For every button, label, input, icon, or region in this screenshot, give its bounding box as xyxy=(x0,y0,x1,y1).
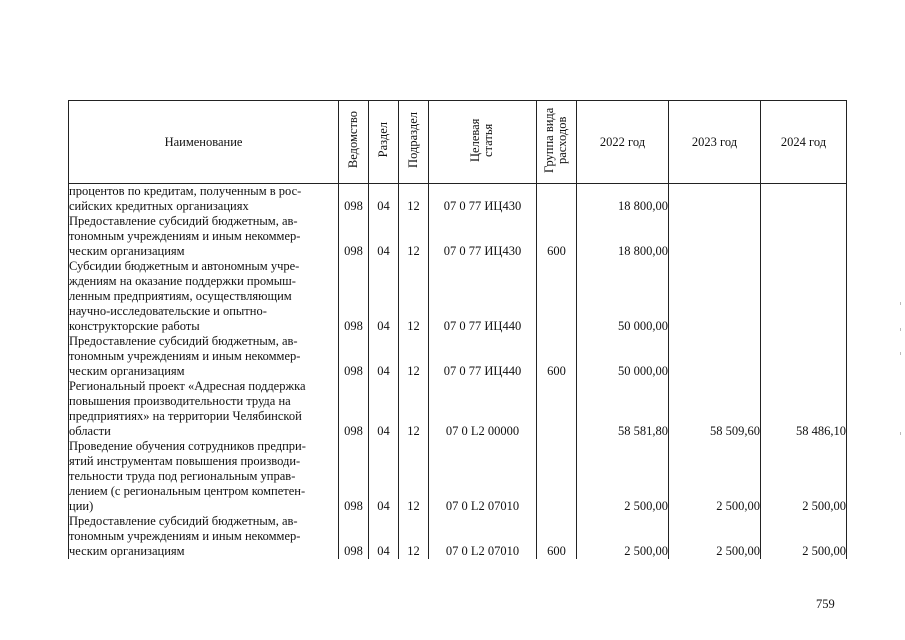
row-name-line: тономным учреждениям и иным некоммер- xyxy=(69,529,301,543)
row-name-line: Проведение обучения сотрудников предпри- xyxy=(69,439,306,453)
row-name-line: ятий инструментам повышения производи- xyxy=(69,454,301,468)
cell-expense-group xyxy=(537,379,577,439)
cell-y2022: 50 000,00 xyxy=(577,259,669,334)
row-name-line: ции) xyxy=(69,499,94,513)
row-name-line: конструкторские работы xyxy=(69,319,200,333)
row-name-line: ленным предприятиям, осуществляющим xyxy=(69,289,292,303)
cell-target-article: 07 0 77 ИЦ440 xyxy=(429,259,537,334)
row-name xyxy=(69,214,339,259)
row-name-line: тономным учреждениям и иным некоммер- xyxy=(69,229,301,243)
table-row xyxy=(69,439,847,514)
cell-y2024 xyxy=(761,214,847,259)
table-row xyxy=(69,334,847,379)
cell-subsection: 12 xyxy=(399,214,429,259)
table-row xyxy=(69,379,847,439)
header-target-article: Целевая статья xyxy=(429,101,537,184)
cell-subsection: 12 xyxy=(399,439,429,514)
row-name xyxy=(69,439,339,514)
table-row xyxy=(69,214,847,259)
cell-y2023: 58 509,60 xyxy=(669,379,761,439)
row-name-line: повышения производительности труда на xyxy=(69,394,291,408)
header-expense-group: Группа вида расходов xyxy=(537,101,577,184)
cell-section: 04 xyxy=(369,379,399,439)
cell-expense-group: 600 xyxy=(537,514,577,559)
cell-subsection: 12 xyxy=(399,379,429,439)
row-name-line: ческим организациям xyxy=(69,544,185,558)
cell-y2022: 18 800,00 xyxy=(577,214,669,259)
cell-section: 04 xyxy=(369,439,399,514)
cell-y2022: 18 800,00 xyxy=(577,184,669,215)
cell-target-article: 07 0 77 ИЦ440 xyxy=(429,334,537,379)
cell-section: 04 xyxy=(369,214,399,259)
cell-y2023: 2 500,00 xyxy=(669,514,761,559)
scan-mark xyxy=(900,432,901,435)
table-row xyxy=(69,184,847,215)
page-number: 759 xyxy=(816,597,835,611)
cell-y2022: 58 581,80 xyxy=(577,379,669,439)
cell-expense-group xyxy=(537,439,577,514)
cell-y2024: 2 500,00 xyxy=(761,439,847,514)
cell-department: 098 xyxy=(339,334,369,379)
cell-y2022: 2 500,00 xyxy=(577,439,669,514)
table-body xyxy=(69,184,847,560)
row-name-line: тономным учреждениям и иным некоммер- xyxy=(69,349,301,363)
cell-y2023: 2 500,00 xyxy=(669,439,761,514)
scan-mark xyxy=(900,328,901,331)
row-name-line: процентов по кредитам, полученным в рос- xyxy=(69,184,302,198)
row-name-line: ческим организациям xyxy=(69,244,185,258)
cell-y2023 xyxy=(669,184,761,215)
cell-y2023 xyxy=(669,214,761,259)
cell-target-article: 07 0 L2 07010 xyxy=(429,514,537,559)
row-name-line: Субсидии бюджетным и автономным учре- xyxy=(69,259,300,273)
cell-subsection: 12 xyxy=(399,334,429,379)
header-subsection: Подраздел xyxy=(399,101,429,184)
cell-department: 098 xyxy=(339,259,369,334)
row-name-line: сийских кредитных организациях xyxy=(69,199,249,213)
row-name xyxy=(69,379,339,439)
budget-table xyxy=(68,100,847,559)
cell-target-article: 07 0 77 ИЦ430 xyxy=(429,184,537,215)
header-year-2024: 2024 год xyxy=(761,101,847,184)
cell-subsection: 12 xyxy=(399,259,429,334)
cell-y2024 xyxy=(761,184,847,215)
cell-section: 04 xyxy=(369,259,399,334)
cell-y2023 xyxy=(669,259,761,334)
row-name-line: научно-исследовательские и опытно- xyxy=(69,304,267,318)
header-year-2022: 2022 год xyxy=(577,101,669,184)
row-name-line: предприятиях» на территории Челябинской xyxy=(69,409,302,423)
table-header-row xyxy=(69,101,847,184)
cell-department: 098 xyxy=(339,184,369,215)
cell-subsection: 12 xyxy=(399,184,429,215)
cell-y2022: 2 500,00 xyxy=(577,514,669,559)
cell-department: 098 xyxy=(339,214,369,259)
row-name-line: ческим организациям xyxy=(69,364,185,378)
scan-mark xyxy=(900,352,901,355)
cell-section: 04 xyxy=(369,184,399,215)
cell-target-article: 07 0 L2 07010 xyxy=(429,439,537,514)
cell-y2024: 2 500,00 xyxy=(761,514,847,559)
cell-y2024: 58 486,10 xyxy=(761,379,847,439)
cell-department: 098 xyxy=(339,514,369,559)
cell-expense-group: 600 xyxy=(537,214,577,259)
row-name xyxy=(69,259,339,334)
cell-target-article: 07 0 77 ИЦ430 xyxy=(429,214,537,259)
cell-subsection: 12 xyxy=(399,514,429,559)
row-name-line: Предоставление субсидий бюджетным, ав- xyxy=(69,514,298,528)
cell-expense-group xyxy=(537,259,577,334)
cell-expense-group xyxy=(537,184,577,215)
row-name-line: Региональный проект «Адресная поддержка xyxy=(69,379,306,393)
scan-mark xyxy=(900,302,901,305)
cell-y2024 xyxy=(761,334,847,379)
cell-section: 04 xyxy=(369,514,399,559)
cell-y2023 xyxy=(669,334,761,379)
row-name xyxy=(69,334,339,379)
row-name-line: ждениям на оказание поддержки промыш- xyxy=(69,274,296,288)
cell-expense-group: 600 xyxy=(537,334,577,379)
cell-department: 098 xyxy=(339,379,369,439)
row-name-line: Предоставление субсидий бюджетным, ав- xyxy=(69,214,298,228)
row-name-line: Предоставление субсидий бюджетным, ав- xyxy=(69,334,298,348)
cell-y2024 xyxy=(761,259,847,334)
cell-target-article: 07 0 L2 00000 xyxy=(429,379,537,439)
cell-section: 04 xyxy=(369,334,399,379)
header-name: Наименование xyxy=(69,101,339,184)
row-name xyxy=(69,184,339,215)
header-year-2023: 2023 год xyxy=(669,101,761,184)
table-row xyxy=(69,514,847,559)
header-section: Раздел xyxy=(369,101,399,184)
row-name-line: области xyxy=(69,424,111,438)
row-name-line: тельности труда под региональным управ- xyxy=(69,469,296,483)
cell-y2022: 50 000,00 xyxy=(577,334,669,379)
cell-department: 098 xyxy=(339,439,369,514)
table-row xyxy=(69,259,847,334)
row-name-line: лением (с региональным центром компетен- xyxy=(69,484,306,498)
row-name xyxy=(69,514,339,559)
header-department: Ведомство xyxy=(339,101,369,184)
